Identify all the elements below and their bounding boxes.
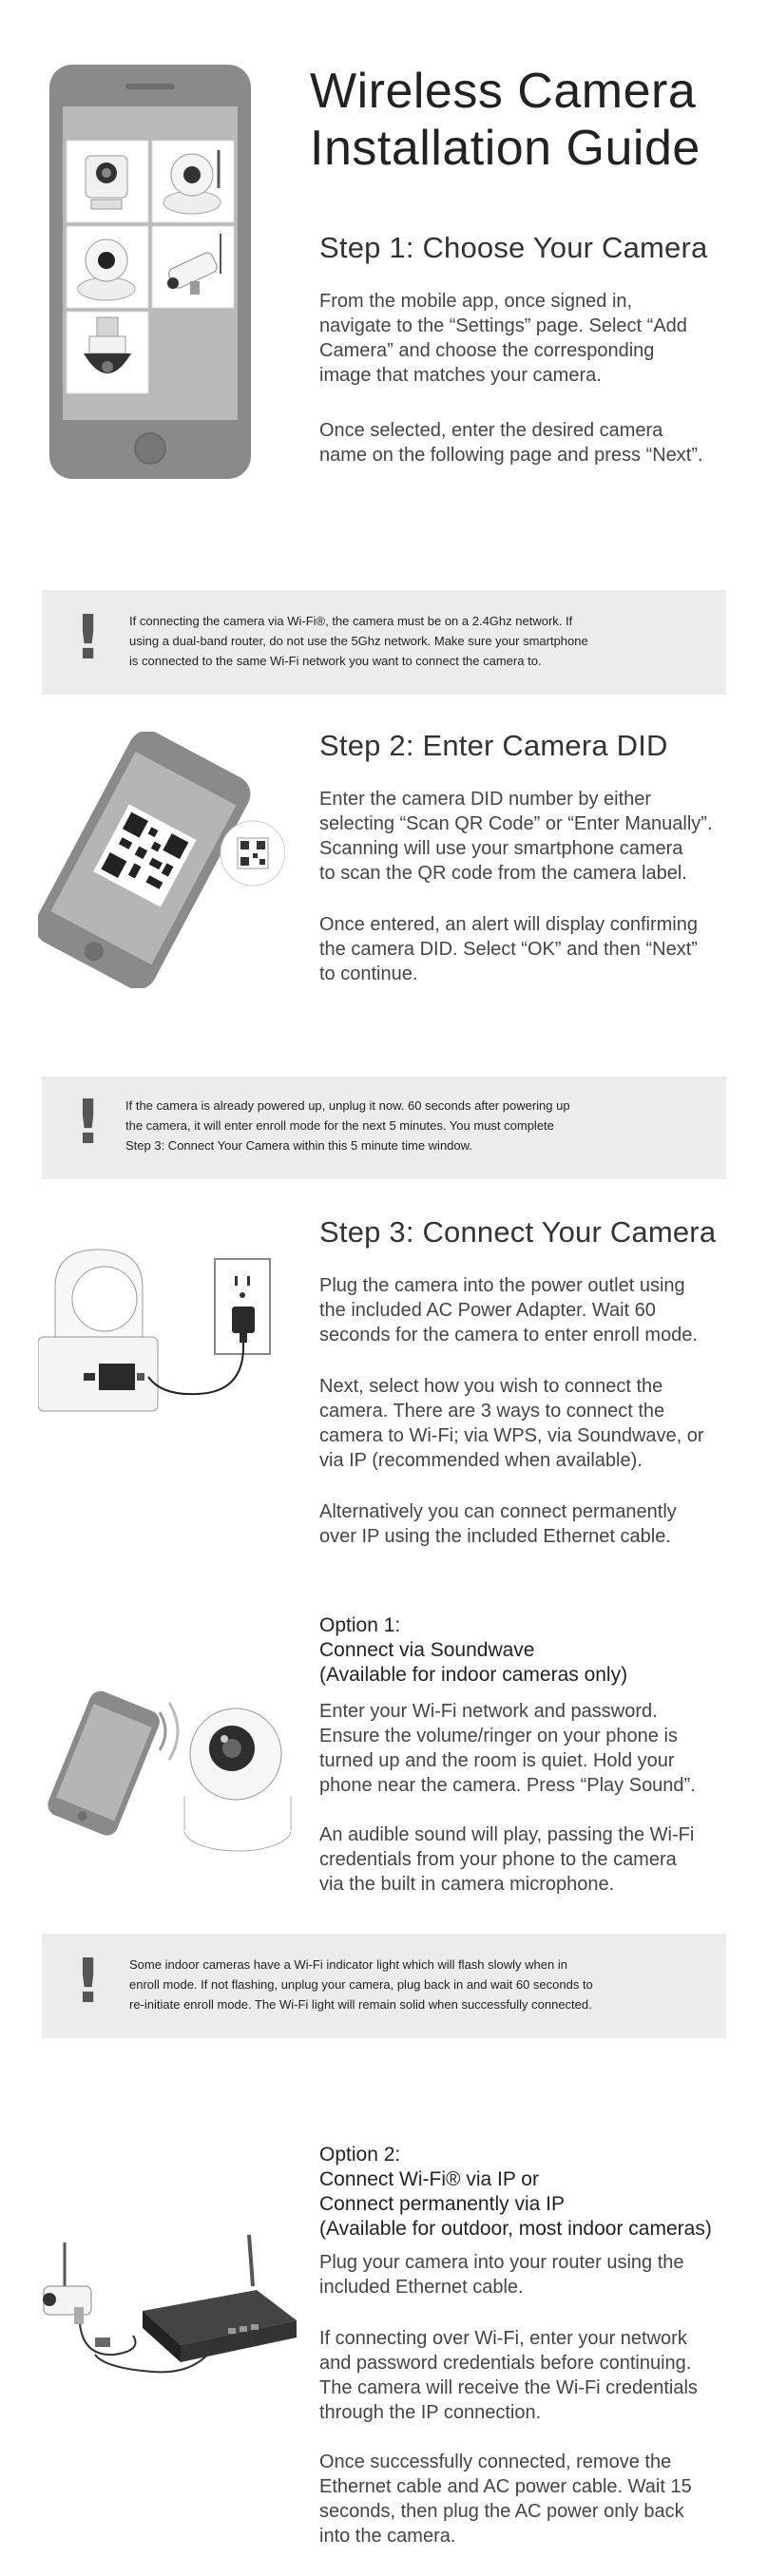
text-line: camera to Wi-Fi; via WPS, via Soundwave, or [319, 1425, 704, 1446]
option2-paragraph-2 [319, 2326, 747, 2425]
exclamation-icon: ! [74, 1947, 103, 2017]
text-line: through the IP connection. [319, 2402, 542, 2423]
text-line: navigate to the “Settings” page. Select “Add [319, 315, 687, 336]
text-line: Ensure the volume/ringer on your phone is [319, 1726, 678, 1746]
option2-paragraph-1 [319, 2250, 747, 2299]
step2-paragraph-2 [319, 912, 745, 986]
text-line: Plug your camera into your router using the [319, 2252, 684, 2273]
text-line: turned up and the room is quiet. Hold your [319, 1750, 675, 1771]
text-line: re-initiate enroll mode. The Wi-Fi light will remain solid when successfully connected. [129, 1997, 592, 2012]
text-line: Once successfully connected, remove the [319, 2452, 672, 2472]
camera-power-outlet-illustration [38, 1240, 285, 1430]
phone-qr-scan-illustration [38, 732, 285, 988]
text-line: included Ethernet cable. [319, 2277, 524, 2298]
text-line: Option 2: [319, 2144, 401, 2166]
phone-soundwave-camera-illustration [38, 1678, 295, 1859]
exclamation-icon: ! [74, 603, 103, 674]
text-line: enroll mode. If not flashing, unplug your camera, plug back in and wait 60 seconds to [129, 1977, 593, 1992]
option2-heading [319, 2143, 747, 2242]
note-text [129, 1955, 593, 2014]
text-line: via IP (recommended when available). [319, 1450, 643, 1471]
page-title [310, 63, 747, 177]
exclamation-icon: ! [74, 1088, 103, 1158]
step1-heading: Step 1: Choose Your Camera [319, 231, 708, 264]
text-line: If connecting over Wi-Fi, enter your network [319, 2328, 687, 2349]
option1-paragraph-2 [319, 1822, 738, 1897]
option2-paragraph-3 [319, 2450, 747, 2548]
text-line: selecting “Scan QR Code” or “Enter Manually”. [319, 813, 713, 834]
text-line: phone near the camera. Press “Play Sound”. [319, 1775, 696, 1796]
note-wifi-indicator [42, 1934, 726, 2038]
text-line: If the camera is already powered up, unplug it now. 60 seconds after powering up [125, 1098, 570, 1113]
text-line: Option 1: [319, 1614, 401, 1636]
step3-paragraph-2 [319, 1374, 738, 1473]
text-line: Once entered, an alert will display confirming [319, 914, 698, 935]
text-line: Scanning will use your smartphone camera [319, 838, 683, 859]
step3-paragraph-1 [319, 1273, 738, 1347]
text-line: Plug the camera into the power outlet using [319, 1275, 685, 1296]
note-text [129, 611, 588, 671]
phone-camera-selection-illustration [49, 65, 251, 479]
text-line: over IP using the included Ethernet cable. [319, 1526, 671, 1547]
text-line: Step 3: Connect Your Camera within this 5 minute time window. [125, 1138, 472, 1153]
text-line: If connecting the camera via Wi-Fi®, the camera must be on a 2.4Ghz network. If [129, 614, 573, 628]
text-line: the camera, it will enter enroll mode for the next 5 minutes. You must complete [125, 1118, 554, 1133]
text-line: (Available for outdoor, most indoor cameras) [319, 2218, 712, 2240]
option1-paragraph-1 [319, 1699, 738, 1798]
title-line-2: Installation Guide [310, 121, 701, 176]
step3-heading: Step 3: Connect Your Camera [319, 1215, 717, 1249]
note-text [125, 1096, 570, 1155]
text-line: Alternatively you can connect permanently [319, 1501, 677, 1522]
text-line: Camera” and choose the corresponding [319, 340, 655, 361]
text-line: using a dual-band router, do not use the 5Ghz network. Make sure your smartphone [129, 634, 588, 648]
text-line: Next, select how you wish to connect the [319, 1376, 663, 1397]
text-line: Some indoor cameras have a Wi-Fi indicator light which will flash slowly when in [129, 1957, 567, 1972]
step1-paragraph-1 [319, 289, 738, 388]
text-line: and password credentials before continuing. [319, 2353, 692, 2374]
text-line: to continue. [319, 964, 418, 984]
step3-paragraph-3 [319, 1499, 738, 1549]
option1-heading [319, 1613, 738, 1688]
text-line: (Available for indoor cameras only) [319, 1664, 628, 1686]
text-line: Once selected, enter the desired camera [319, 420, 663, 441]
camera-router-ethernet-illustration [38, 2233, 304, 2404]
text-line: Connect permanently via IP [319, 2193, 565, 2215]
title-line-1: Wireless Camera [310, 64, 697, 119]
text-line: Connect via Soundwave [319, 1639, 535, 1661]
text-line: An audible sound will play, passing the Wi-Fi [319, 1824, 695, 1845]
step2-heading: Step 2: Enter Camera DID [319, 729, 668, 762]
text-line: to scan the QR code from the camera label. [319, 863, 687, 884]
step2-paragraph-1 [319, 787, 745, 886]
text-line: seconds for the camera to enter enroll mode. [319, 1325, 698, 1345]
text-line: via the built in camera microphone. [319, 1874, 615, 1895]
note-enroll-mode [42, 1077, 726, 1179]
text-line: credentials from your phone to the camera [319, 1849, 677, 1870]
text-line: From the mobile app, once signed in, [319, 291, 633, 312]
text-line: camera. There are 3 ways to connect the [319, 1401, 665, 1422]
text-line: The camera will receive the Wi-Fi credentials [319, 2377, 698, 2398]
text-line: the included AC Power Adapter. Wait 60 [319, 1300, 656, 1321]
text-line: seconds, then plug the AC power only back [319, 2501, 684, 2522]
text-line: is connected to the same Wi-Fi network you want to connect the camera to. [129, 654, 542, 668]
text-line: name on the following page and press “Next”. [319, 445, 703, 466]
text-line: image that matches your camera. [319, 365, 602, 386]
text-line: Connect Wi-Fi® via IP or [319, 2168, 539, 2190]
text-line: into the camera. [319, 2526, 456, 2547]
text-line: Enter your Wi-Fi network and password. [319, 1701, 658, 1722]
text-line: Ethernet cable and AC power cable. Wait 15 [319, 2476, 692, 2497]
note-wifi-network [42, 590, 726, 695]
text-line: Enter the camera DID number by either [319, 789, 652, 810]
text-line: the camera DID. Select “OK” and then “Next” [319, 939, 698, 960]
step1-paragraph-2 [319, 418, 738, 467]
